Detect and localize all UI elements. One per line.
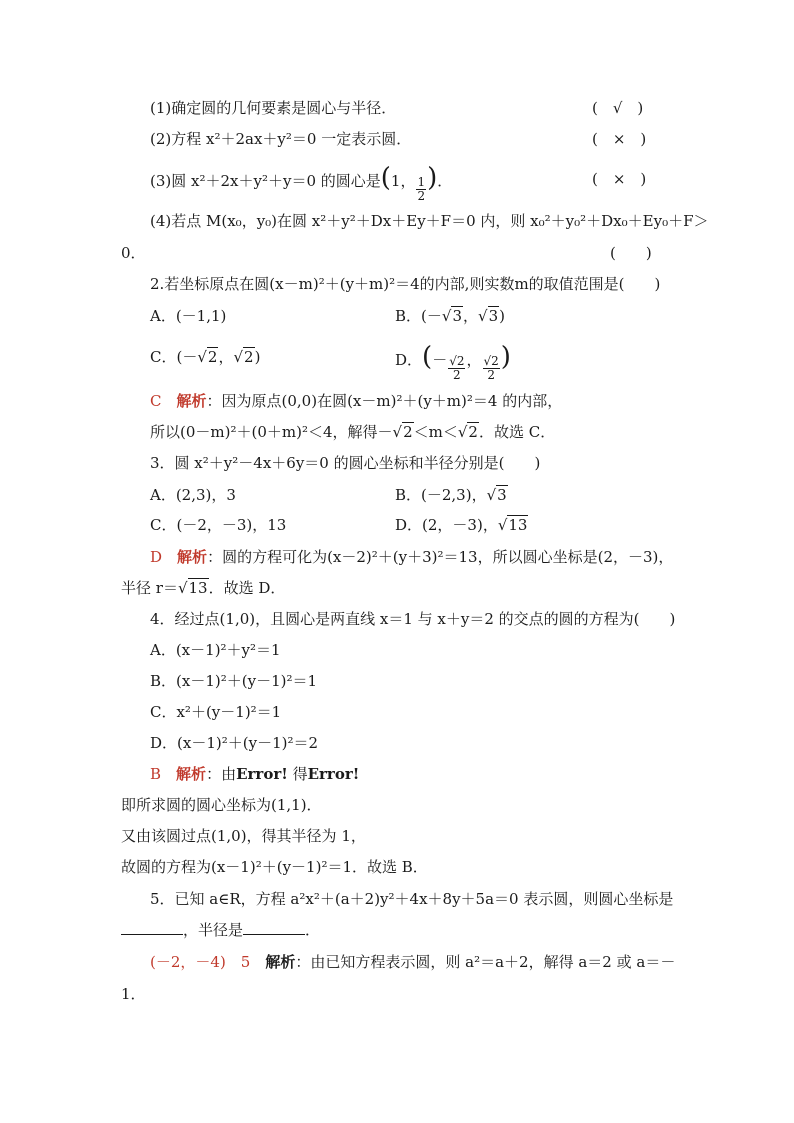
q3-option-c: C．(－2，－3)，13 xyxy=(150,516,287,534)
judge-item-2: (2)方程 x²＋2ax＋y²＝0 一定表示圆． xyxy=(150,130,412,148)
q4-explanation-3: 又由该圆过点(1,0)，得其半径为 1， xyxy=(121,827,366,845)
judge-mark-2: ( × ) xyxy=(592,130,647,148)
fraction-half: $\frac{1}{2}$ xyxy=(417,175,426,203)
judge-mark-4: ( ) xyxy=(610,244,652,262)
q2-option-d: D．(－ $\frac{√2}{2}$ ， $\frac{√2}{2}$ ) xyxy=(395,342,511,382)
q4-stem: 4．经过点(1,0)，且圆心是两直线 x＝1 与 x＋y＝2 的交点的圆的方程为( ) xyxy=(150,610,676,628)
q3-option-a: A．(2,3)，3 xyxy=(150,486,236,504)
q4-explanation-1: B 解析：由Error! 得Error! xyxy=(150,765,360,783)
judge-item-4: (4)若点 M(x₀，y₀)在圆 x²＋y²＋Dx＋Ey＋F＝0 内，则 x₀²＋y₀²＋Dx₀＋Ey₀＋F＞ xyxy=(150,212,709,230)
q3-stem: 3．圆 x²＋y²－4x＋6y＝0 的圆心坐标和半径分别是( ) xyxy=(150,454,541,472)
q4-explanation-4: 故圆的方程为(x－1)²＋(y－1)²＝1．故选 B． xyxy=(121,858,428,876)
q4-option-b: B．(x－1)²＋(y－1)²＝1 xyxy=(150,672,318,690)
q3-option-d: D．(2，－3)，√13 xyxy=(395,516,528,534)
judge-item-3: (3)圆 x²＋2x＋y²＋y＝0 的圆心是(1， $\frac{1}{2}$ )． xyxy=(150,163,453,203)
q2-stem: 2.若坐标原点在圆(x－m)²＋(y＋m)²＝4的内部,则实数m的取值范围是( ) xyxy=(150,275,661,293)
q2-option-b: B．(－√3，√3) xyxy=(395,307,505,325)
judge-mark-3: ( × ) xyxy=(592,170,647,188)
q5-blank-center[interactable] xyxy=(121,920,183,935)
judge-item-4-cont: 0． xyxy=(121,244,146,262)
judge-item-1: (1)确定圆的几何要素是圆心与半径． xyxy=(150,99,397,117)
q4-explanation-2: 即所求圆的圆心坐标为(1,1)． xyxy=(121,796,322,814)
q2-explanation-2: 所以(0－m)²＋(0＋m)²＜4，解得－√2＜m＜√2．故选 C． xyxy=(150,423,556,441)
judge-mark-1: ( √ ) xyxy=(592,99,644,117)
q5-explanation-2: 1． xyxy=(121,985,146,1003)
q2-explanation-1: C 解析：因为原点(0,0)在圆(x－m)²＋(y＋m)²＝4 的内部， xyxy=(150,392,563,410)
q2-option-a: A．(－1,1) xyxy=(150,307,227,325)
q3-explanation-1: D 解析：圆的方程可化为(x－2)²＋(y＋3)²＝13，所以圆心坐标是(2，－3)， xyxy=(150,548,674,566)
q5-blank-radius[interactable] xyxy=(243,920,305,935)
q4-option-a: A．(x－1)²＋y²＝1 xyxy=(150,641,281,659)
q4-option-d: D．(x－1)²＋(y－1)²＝2 xyxy=(150,734,319,752)
q2-option-c: C．(－√2，√2) xyxy=(150,348,261,366)
q3-option-b: B．(－2,3)，√3 xyxy=(395,486,507,504)
q5-stem-cont: ，半径是 ． xyxy=(121,920,320,940)
q3-explanation-2: 半径 r＝√13．故选 D． xyxy=(121,579,286,597)
q4-option-c: C．x²＋(y－1)²＝1 xyxy=(150,703,282,721)
q5-explanation-1: (－2，－4) 5 解析：由已知方程表示圆，则 a²＝a＋2，解得 a＝2 或 a＝－ xyxy=(150,953,676,971)
q5-stem: 5．已知 a∈R，方程 a²x²＋(a＋2)y²＋4x＋8y＋5a＝0 表示圆，则圆心坐标是 xyxy=(150,890,674,908)
